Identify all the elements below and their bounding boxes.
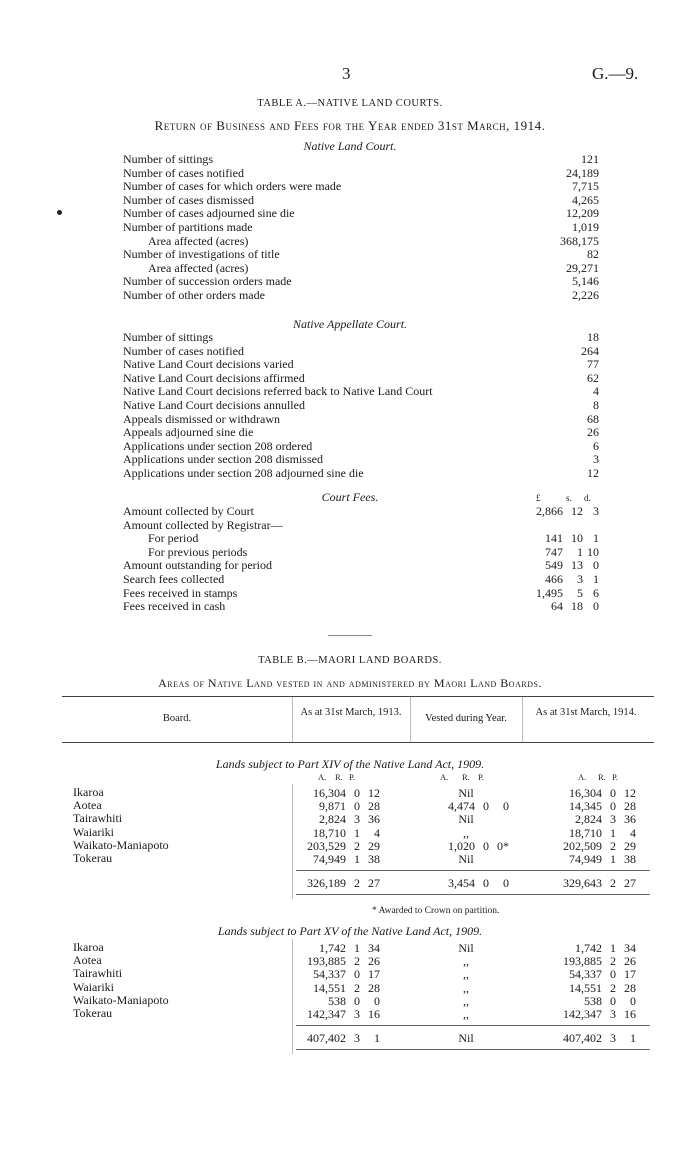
- stat-label: Appeals dismissed or withdrawn: [123, 411, 280, 426]
- fee-pounds: 747: [545, 544, 563, 559]
- area-1913-perches: 36: [368, 812, 380, 827]
- area-1913-roods: 0: [354, 799, 360, 814]
- table-a-title: TABLE A.—NATIVE LAND COURTS.: [257, 98, 443, 109]
- area-1914-perches: 38: [624, 852, 636, 866]
- stat-label: Number of cases notified: [123, 343, 244, 358]
- stat-row: [123, 372, 599, 385]
- fee-label: Fees received in stamps: [123, 585, 238, 600]
- fee-row: [123, 546, 599, 559]
- stat-label: Number of cases adjourned sine die: [123, 206, 295, 221]
- area-1914-roods: 0: [610, 993, 616, 1008]
- stat-value: 2,226: [572, 288, 599, 302]
- unit-label: P.: [349, 772, 355, 782]
- vested-value: Nil: [458, 1031, 474, 1046]
- total-1913-perches: 1: [374, 1031, 380, 1046]
- stat-value: 77: [587, 357, 599, 372]
- fee-shillings: 1: [577, 544, 583, 559]
- stat-value: 26: [587, 425, 599, 440]
- stat-label: Native Land Court decisions annulled: [123, 398, 305, 412]
- area-1913-perches: 4: [374, 825, 380, 840]
- total-1914-roods: 2: [610, 876, 616, 891]
- vested-value: ,,: [463, 980, 469, 995]
- area-1914-perches: 16: [624, 1007, 636, 1021]
- fee-pence: 1: [593, 531, 599, 546]
- board-name: Tairawhiti: [73, 811, 123, 826]
- fee-pence: 10: [587, 544, 599, 559]
- stat-label: Number of cases dismissed: [123, 192, 254, 207]
- stat-value: 7,715: [572, 179, 599, 194]
- stat-label: Number of succession orders made: [123, 274, 292, 289]
- stat-row: [123, 248, 599, 261]
- area-1913-acres: 16,304: [313, 786, 346, 800]
- area-1913-roods: 0: [354, 786, 360, 800]
- area-1913-roods: 1: [354, 825, 360, 840]
- total-1914-acres: 407,402: [563, 1031, 602, 1046]
- area-1913-roods: 2: [354, 980, 360, 995]
- area-1913-acres: 538: [328, 993, 346, 1008]
- area-1914-perches: 17: [624, 967, 636, 982]
- stat-row: [123, 345, 599, 358]
- area-1913-perches: 0: [374, 993, 380, 1008]
- area-1913-acres: 74,949: [313, 852, 346, 866]
- area-1914-perches: 34: [624, 941, 636, 955]
- pounds-unit: £: [536, 493, 541, 503]
- area-1913-acres: 9,871: [319, 799, 346, 814]
- vested-value: Nil: [458, 812, 474, 827]
- area-1913-perches: 29: [368, 838, 380, 853]
- vested-roods: 0: [483, 799, 489, 814]
- stat-row: [123, 153, 599, 166]
- vested-acres: 3,454: [448, 876, 475, 891]
- court-fees-heading: Court Fees.: [321, 490, 379, 504]
- area-1913-perches: 28: [368, 799, 380, 814]
- area-1913-roods: 0: [354, 967, 360, 982]
- total-1913-roods: 3: [354, 1031, 360, 1046]
- area-1913-acres: 203,529: [307, 838, 346, 853]
- fee-pence: 1: [593, 572, 599, 586]
- area-1913-roods: 0: [354, 993, 360, 1008]
- fee-pence: 0: [593, 599, 599, 614]
- unit-label: P.: [478, 772, 484, 782]
- area-1913-perches: 28: [368, 980, 380, 995]
- area-1914-roods: 0: [610, 799, 616, 814]
- part-xiv-heading: Lands subject to Part XIV of the Native Land Act, 1909.: [215, 757, 485, 771]
- stat-value: 18: [587, 330, 599, 344]
- fee-pounds: 1,495: [536, 585, 563, 600]
- column-divider: [522, 697, 523, 742]
- column-divider: [292, 697, 293, 742]
- pence-unit: d.: [584, 493, 591, 503]
- board-name: Ikaroa: [73, 940, 104, 954]
- fee-row: [123, 600, 599, 613]
- stat-row: [123, 467, 599, 480]
- stat-value: 1,019: [572, 220, 599, 234]
- vested-perches: 0: [503, 799, 509, 814]
- vested-value: ,,: [463, 825, 469, 840]
- vested-value: ,,: [463, 967, 469, 982]
- stat-label: Number of other orders made: [123, 288, 265, 302]
- area-1914-acres: 2,824: [575, 812, 602, 827]
- area-1914-acres: 193,885: [563, 954, 602, 969]
- stat-label: Area affected (acres): [148, 233, 249, 248]
- fee-label: Search fees collected: [123, 572, 225, 586]
- stat-value: 4,265: [572, 192, 599, 207]
- fee-row: [123, 573, 599, 586]
- vested-perches: 0*: [497, 838, 509, 853]
- table-b-top-rule: [62, 696, 654, 697]
- subtotal-rule: [296, 870, 650, 871]
- area-1914-acres: 54,337: [569, 967, 602, 982]
- stat-value: 8: [593, 398, 599, 412]
- column-header-as-at-1914: As at 31st March, 1914.: [535, 707, 637, 718]
- stat-row: [123, 358, 599, 371]
- fee-pounds: 141: [545, 531, 563, 546]
- area-1914-acres: 142,347: [563, 1007, 602, 1021]
- area-1914-acres: 14,345: [569, 799, 602, 814]
- total-1914-perches: 1: [630, 1031, 636, 1046]
- total-1914-acres: 329,643: [563, 876, 602, 891]
- area-1914-perches: 36: [624, 812, 636, 827]
- area-1914-perches: 12: [624, 786, 636, 800]
- board-name: Tokerau: [73, 851, 113, 865]
- stat-row: [123, 453, 599, 466]
- table-b-title: TABLE B.—MAORI LAND BOARDS.: [258, 655, 442, 666]
- page-number: 3: [342, 64, 351, 83]
- fee-row: [123, 559, 599, 572]
- unit-label: R.: [598, 772, 606, 782]
- fee-shillings: 10: [571, 531, 583, 546]
- area-1914-acres: 16,304: [569, 786, 602, 800]
- fee-label: Fees received in cash: [123, 599, 226, 614]
- stat-label: Number of sittings: [123, 330, 213, 344]
- area-1914-acres: 202,509: [563, 838, 602, 853]
- area-1914-roods: 0: [610, 786, 616, 800]
- stat-value: 12: [587, 466, 599, 480]
- total-1913-perches: 27: [368, 876, 380, 891]
- fee-pounds: 2,866: [536, 504, 563, 518]
- area-1914-roods: 1: [610, 941, 616, 955]
- area-1913-perches: 38: [368, 852, 380, 866]
- stat-row: [123, 221, 599, 234]
- area-1914-roods: 2: [610, 980, 616, 995]
- native-appellate-court-heading: Native Appellate Court.: [292, 317, 408, 331]
- fee-pence: 6: [593, 585, 599, 600]
- stat-row: [123, 413, 599, 426]
- stat-label: Number of cases notified: [123, 165, 244, 180]
- area-1913-acres: 142,347: [307, 1007, 346, 1021]
- stat-row: [123, 275, 599, 288]
- stat-row: [123, 167, 599, 180]
- stat-label: Native Land Court decisions varied: [123, 357, 294, 372]
- board-name: Aotea: [73, 798, 102, 813]
- stat-value: 6: [593, 438, 599, 453]
- fee-row: [123, 587, 599, 600]
- fee-pounds: 549: [545, 558, 563, 573]
- area-1913-acres: 193,885: [307, 954, 346, 969]
- total-1913-roods: 2: [354, 876, 360, 891]
- fee-row: [123, 505, 599, 518]
- vested-perches: 0: [503, 876, 509, 891]
- board-name: Waikato-Maniapoto: [73, 837, 169, 852]
- stat-row: [123, 262, 599, 275]
- area-1913-perches: 17: [368, 967, 380, 982]
- unit-label: A.: [318, 772, 327, 782]
- stat-value: 24,189: [566, 165, 599, 180]
- board-name: Waiariki: [73, 824, 115, 839]
- stat-row: [123, 385, 599, 398]
- area-1913-acres: 1,742: [319, 941, 346, 955]
- area-1914-roods: 2: [610, 954, 616, 969]
- area-1913-roods: 2: [354, 838, 360, 853]
- shillings-unit: s.: [566, 493, 572, 503]
- area-1913-perches: 12: [368, 786, 380, 800]
- stat-row: [123, 440, 599, 453]
- total-1913-acres: 326,189: [307, 876, 346, 891]
- area-1914-perches: 26: [624, 954, 636, 969]
- fee-label: Amount outstanding for period: [123, 558, 272, 573]
- fee-shillings: 3: [577, 572, 583, 586]
- total-1913-acres: 407,402: [307, 1031, 346, 1046]
- stat-label: Number of cases for which orders were made: [123, 179, 342, 194]
- stat-label: Applications under section 208 ordered: [123, 438, 313, 453]
- area-1914-roods: 3: [610, 812, 616, 827]
- stat-row: [123, 235, 599, 248]
- area-1914-acres: 538: [584, 993, 602, 1008]
- unit-label: A.: [440, 772, 449, 782]
- board-name: Aotea: [73, 953, 102, 968]
- area-1914-perches: 29: [624, 838, 636, 853]
- board-name: Waikato-Maniapoto: [73, 992, 169, 1007]
- fee-shillings: 18: [571, 599, 583, 614]
- stat-row: [123, 289, 599, 302]
- unit-label: R.: [462, 772, 470, 782]
- margin-bullet: [57, 210, 62, 215]
- table-b-subtitle: Areas of Native Land vested in and administered by Maori Land Boards.: [158, 676, 542, 690]
- unit-label: R.: [335, 772, 343, 782]
- stat-label: Area affected (acres): [148, 260, 249, 275]
- vested-acres: 1,020: [448, 838, 475, 853]
- board-name: Ikaroa: [73, 785, 104, 799]
- vested-value: ,,: [463, 954, 469, 969]
- column-divider: [292, 784, 293, 899]
- part-xv-heading: Lands subject to Part XV of the Native Land Act, 1909.: [217, 924, 483, 938]
- fee-label: Amount collected by Court: [123, 504, 254, 518]
- fee-pounds: 466: [545, 572, 563, 586]
- vested-value: ,,: [463, 1007, 469, 1021]
- stat-label: Native Land Court decisions referred back to Native Land Court: [123, 384, 433, 399]
- area-1913-roods: 2: [354, 954, 360, 969]
- stat-row: [123, 426, 599, 439]
- document-reference: G.—9.: [592, 64, 639, 83]
- vested-roods: 0: [483, 876, 489, 891]
- vested-roods: 0: [483, 838, 489, 853]
- vested-acres: 4,474: [448, 799, 475, 814]
- fee-shillings: 12: [571, 504, 583, 518]
- subtotal-rule: [296, 1025, 650, 1026]
- area-1914-roods: 1: [610, 852, 616, 866]
- stat-row: [123, 207, 599, 220]
- area-1913-acres: 14,551: [313, 980, 346, 995]
- stat-label: Applications under section 208 dismissed: [123, 452, 323, 467]
- stat-value: 12,209: [566, 206, 599, 221]
- total-1914-roods: 3: [610, 1031, 616, 1046]
- area-1913-perches: 26: [368, 954, 380, 969]
- column-header-board: Board.: [162, 713, 192, 724]
- vested-value: Nil: [458, 786, 474, 800]
- stat-label: Number of sittings: [123, 152, 213, 166]
- fee-label: For period: [148, 531, 199, 546]
- area-1913-acres: 18,710: [313, 825, 346, 840]
- fee-pence: 3: [593, 504, 599, 518]
- stat-value: 29,271: [566, 260, 599, 275]
- fee-pounds: 64: [551, 599, 563, 614]
- area-1914-perches: 28: [624, 980, 636, 995]
- stat-row: [123, 194, 599, 207]
- stat-row: [123, 399, 599, 412]
- footnote: * Awarded to Crown on partition.: [372, 906, 500, 916]
- area-1914-roods: 2: [610, 838, 616, 853]
- total-bottom-rule: [296, 1049, 650, 1050]
- stat-row: [123, 180, 599, 193]
- fee-pence: 0: [593, 558, 599, 573]
- fee-shillings: 5: [577, 585, 583, 600]
- table-b-header-rule: [62, 742, 654, 743]
- stat-label: Number of partitions made: [123, 220, 253, 234]
- board-name: Tairawhiti: [73, 966, 123, 981]
- area-1913-roods: 3: [354, 1007, 360, 1021]
- area-1913-acres: 54,337: [313, 967, 346, 982]
- section-divider: [328, 635, 372, 636]
- stat-value: 368,175: [560, 233, 599, 248]
- stat-value: 264: [581, 343, 599, 358]
- area-1913-perches: 34: [368, 941, 380, 955]
- stat-value: 121: [581, 152, 599, 166]
- stat-value: 3: [593, 452, 599, 467]
- column-header-vested: Vested during Year.: [425, 713, 507, 724]
- board-name: Tokerau: [73, 1006, 113, 1020]
- area-1914-acres: 18,710: [569, 825, 602, 840]
- area-1914-roods: 1: [610, 825, 616, 840]
- area-1913-roods: 1: [354, 941, 360, 955]
- stat-label: Appeals adjourned sine die: [123, 425, 254, 440]
- fee-row: [123, 532, 599, 545]
- vested-value: Nil: [458, 941, 474, 955]
- area-1914-roods: 0: [610, 967, 616, 982]
- column-divider: [410, 697, 411, 742]
- total-1914-perches: 27: [624, 876, 636, 891]
- area-1913-roods: 1: [354, 852, 360, 866]
- area-1913-perches: 16: [368, 1007, 380, 1021]
- vested-value: ,,: [463, 993, 469, 1008]
- stat-value: 68: [587, 411, 599, 426]
- board-name: Waiariki: [73, 979, 115, 994]
- area-1914-perches: 28: [624, 799, 636, 814]
- stat-value: 4: [593, 384, 599, 399]
- stat-value: 62: [587, 370, 599, 385]
- area-1913-acres: 2,824: [319, 812, 346, 827]
- table-a-subtitle: Return of Business and Fees for the Year ended 31st March, 1914.: [154, 118, 546, 133]
- area-1914-acres: 1,742: [575, 941, 602, 955]
- stat-label: Native Land Court decisions affirmed: [123, 370, 305, 385]
- area-1914-acres: 74,949: [569, 852, 602, 866]
- column-divider: [292, 939, 293, 1054]
- fee-shillings: 13: [571, 558, 583, 573]
- area-1913-roods: 3: [354, 812, 360, 827]
- fee-row: [123, 519, 599, 532]
- vested-value: Nil: [458, 852, 474, 866]
- stat-value: 5,146: [572, 274, 599, 289]
- fee-label: For previous periods: [148, 544, 248, 559]
- area-1914-acres: 14,551: [569, 980, 602, 995]
- stat-value: 82: [587, 247, 599, 262]
- unit-label: P.: [612, 772, 618, 782]
- unit-label: A.: [578, 772, 587, 782]
- stat-row: [123, 331, 599, 344]
- area-1914-roods: 3: [610, 1007, 616, 1021]
- native-land-court-heading: Native Land Court.: [303, 139, 397, 153]
- area-1914-perches: 0: [630, 993, 636, 1008]
- total-bottom-rule: [296, 894, 650, 895]
- stat-label: Number of investigations of title: [123, 247, 280, 262]
- column-header-as-at-1913: As at 31st March, 1913.: [300, 707, 402, 718]
- area-1914-perches: 4: [630, 825, 636, 840]
- stat-label: Applications under section 208 adjourned sine die: [123, 466, 364, 480]
- fee-label: Amount collected by Registrar—: [123, 517, 283, 532]
